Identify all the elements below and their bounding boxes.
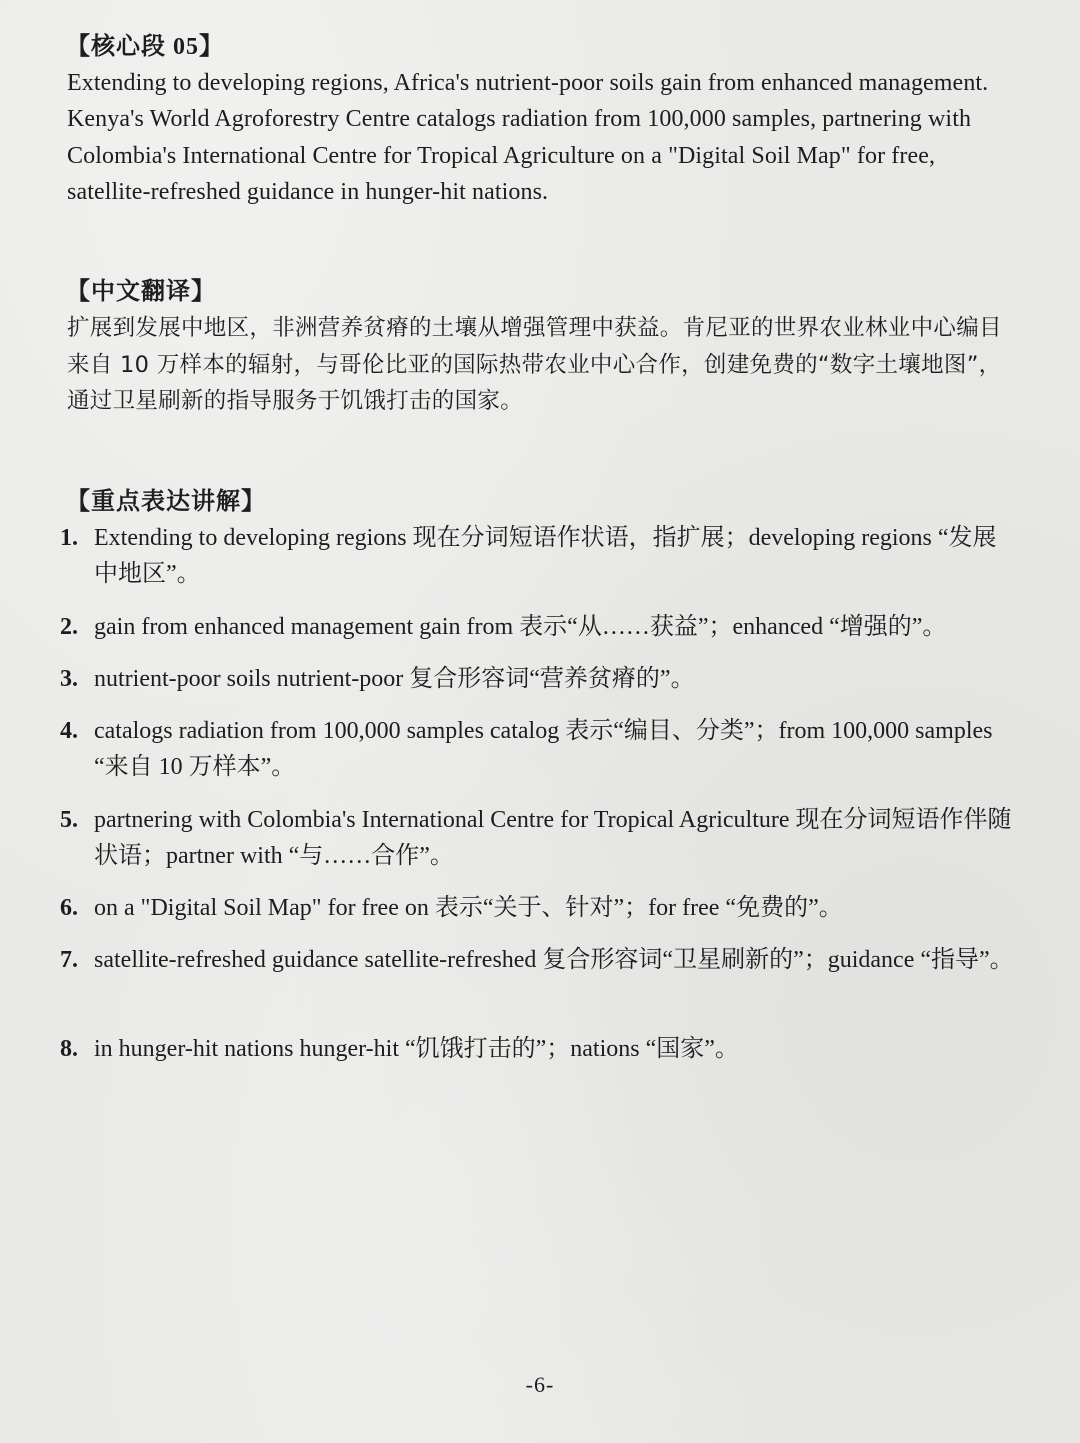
core-section-paragraph: Extending to developing regions, Africa's nutrient-poor soils gain from enhanced management. Kenya's World Agroforestry Centre catalogs radiation from 100,000 samples, partnering with Colombia's International Centre for Tropical Agriculture on a "Digital Soil Map" for free, satellite-refreshed guidance in hunger-hit nations. [67,70,989,206]
list-item [60,1031,1020,1067]
item-number: 6. [60,895,78,921]
item-text: nutrient-poor soils nutrient-poor 复合形容词“营养贫瘠的”。 [94,666,695,692]
list-item [60,802,1020,874]
translation-heading: 【中文翻译】 [66,279,216,305]
list-item [60,713,1020,785]
key-expressions-heading: 【重点表达讲解】 [66,489,266,515]
item-number: 3. [60,666,78,692]
item-number: 2. [60,614,78,640]
list-item [60,890,1020,926]
item-number: 5. [60,807,78,833]
list-item [60,609,1020,645]
item-text: partnering with Colombia's International Centre for Tropical Agriculture 现在分词短语作伴随状语；partner with “与……合作”。 [94,807,1012,869]
item-number: 8. [60,1036,78,1062]
list-item [60,942,1020,978]
item-number: 1. [60,525,78,551]
item-text: in hunger-hit nations hunger-hit “饥饿打击的”；nations “国家”。 [94,1036,739,1062]
page-number: -6- [525,1372,555,1397]
item-text: Extending to developing regions 现在分词短语作状语，指扩展；developing regions “发展中地区”。 [94,525,997,587]
item-text: on a "Digital Soil Map" for free on 表示“关于、针对”；for free “免费的”。 [94,895,843,921]
item-text: gain from enhanced management gain from 表示“从……获益”；enhanced “增强的”。 [94,614,947,640]
list-item [60,661,1020,697]
translation-paragraph: 扩展到发展中地区，非洲营养贫瘠的土壤从增强管理中获益。肯尼亚的世界农业林业中心编目来自 10 万样本的辐射，与哥伦比亚的国际热带农业中心合作，创建免费的“数字土壤地图”，通过卫星刷新的指导服务于饥饿打击的国家。 [67,315,1002,414]
item-text: catalogs radiation from 100,000 samples catalog 表示“编目、分类”；from 100,000 samples “来自 10 万样本”。 [94,718,993,780]
item-number: 7. [60,947,78,973]
item-text: satellite-refreshed guidance satellite-refreshed 复合形容词“卫星刷新的”；guidance “指导”。 [94,947,1014,973]
list-item [60,520,1020,592]
item-number: 4. [60,718,78,744]
core-section-heading: 【核心段 05】 [66,34,224,60]
